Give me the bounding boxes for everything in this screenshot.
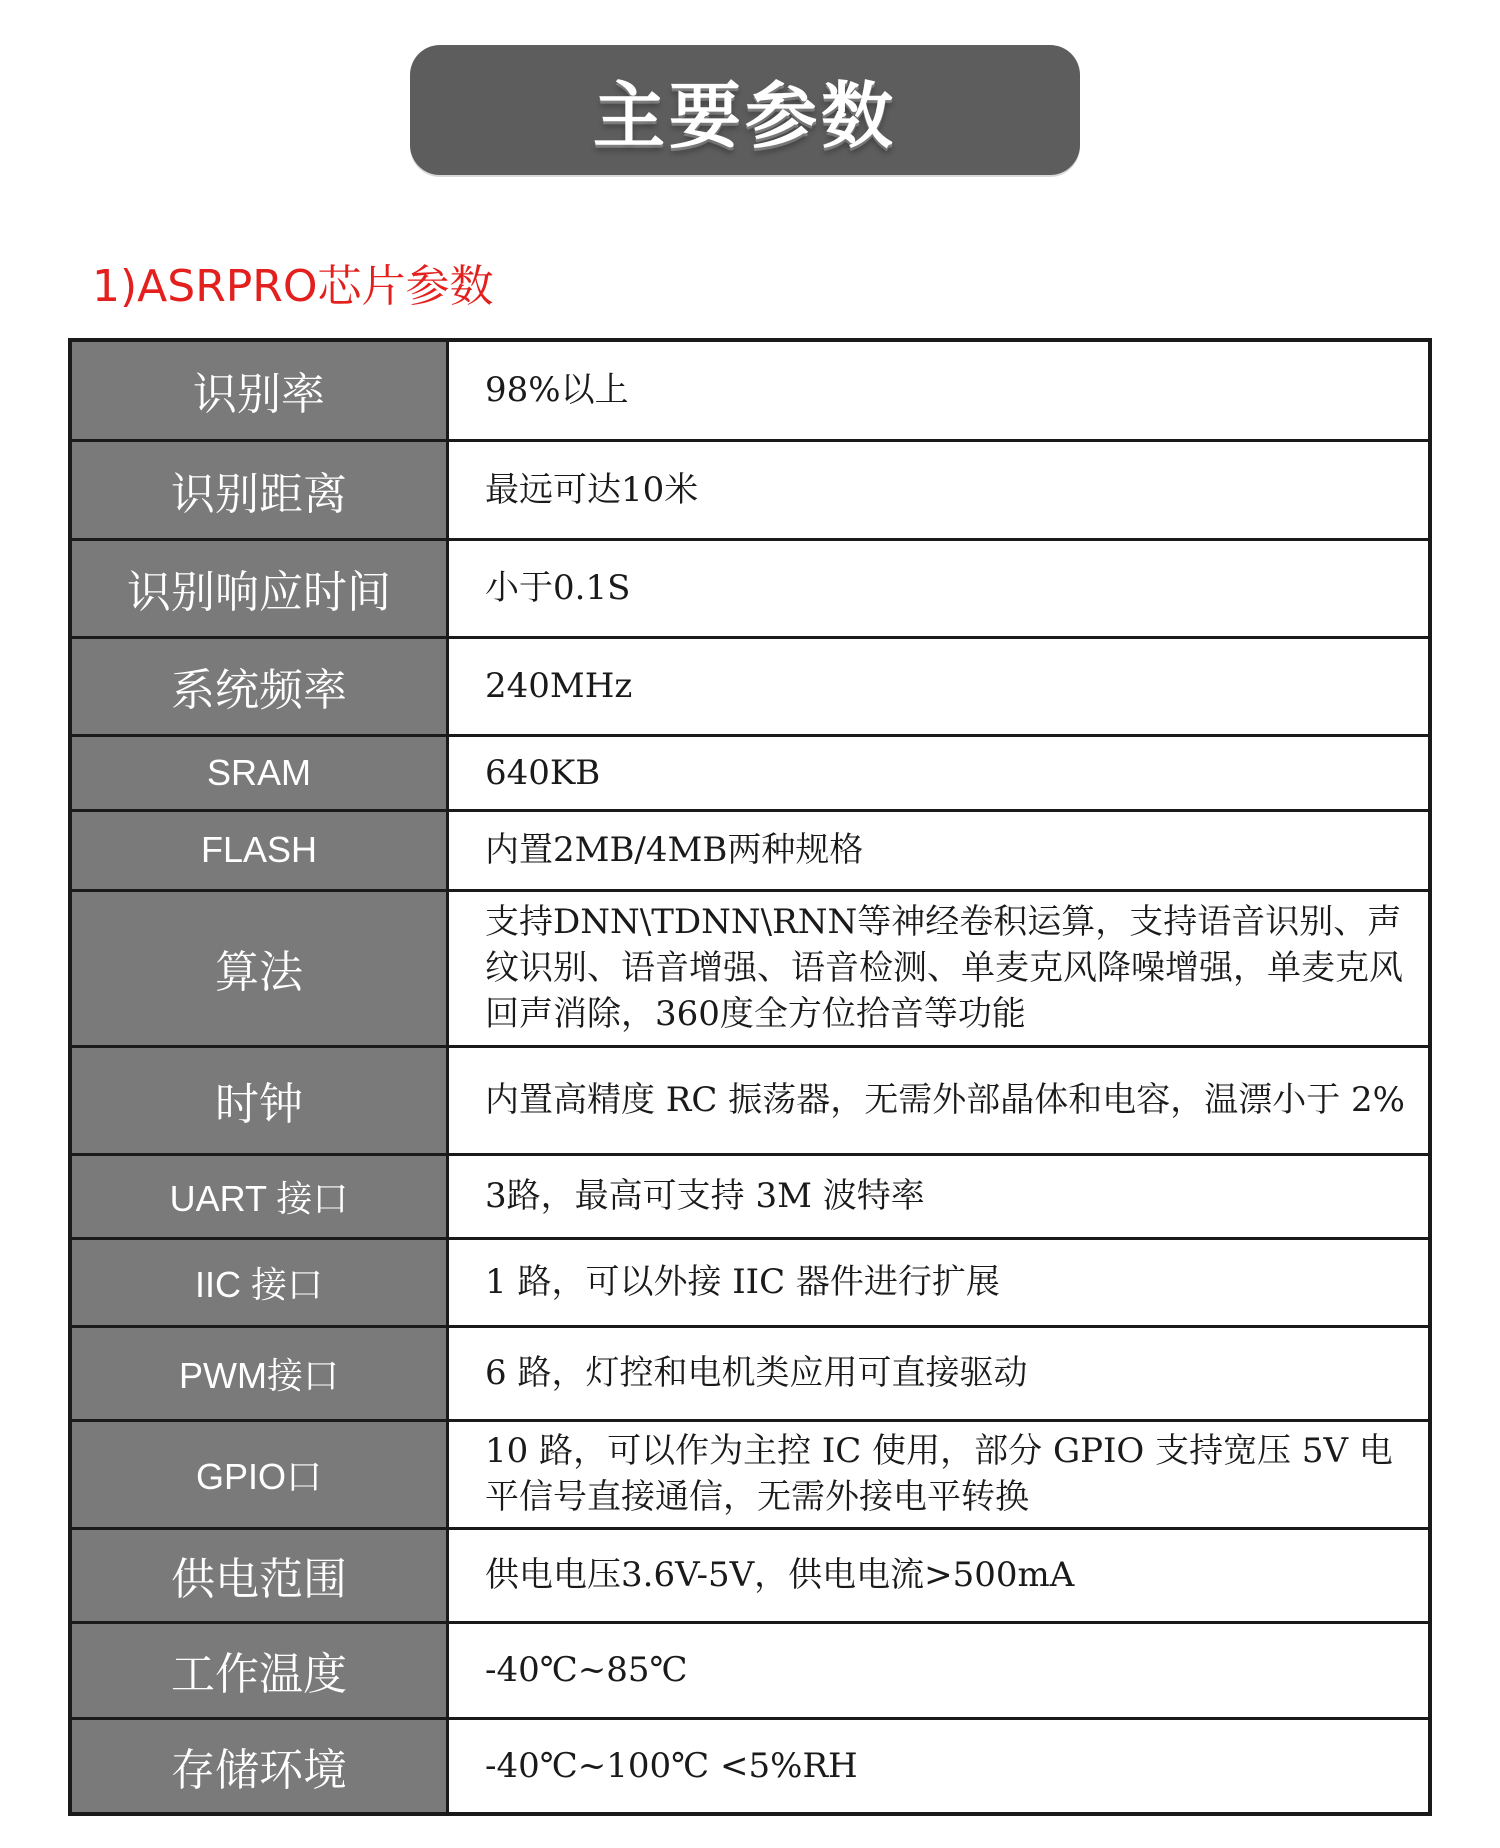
spec-label: 识别距离 <box>70 440 448 539</box>
spec-label: GPIO口 <box>70 1420 448 1528</box>
spec-table <box>68 338 1432 1816</box>
table-row <box>70 440 1430 539</box>
banner-title: 主要参数 <box>592 74 897 158</box>
title-banner <box>410 45 1080 175</box>
spec-value: 小于0.1S <box>448 539 1431 637</box>
spec-value: 3路，最高可支持 3M 波特率 <box>448 1154 1431 1238</box>
table-row <box>70 890 1430 1046</box>
spec-label: 算法 <box>70 890 448 1046</box>
spec-value: 240MHz <box>448 637 1431 735</box>
spec-value: 10 路，可以作为主控 IC 使用，部分 GPIO 支持宽压 5V 电平信号直接通信，无需外接电平转换 <box>448 1420 1431 1528</box>
spec-value: 内置2MB/4MB两种规格 <box>448 810 1431 890</box>
spec-label: IIC 接口 <box>70 1238 448 1326</box>
spec-label: 系统频率 <box>70 637 448 735</box>
spec-value: 内置高精度 RC 振荡器，无需外部晶体和电容，温漂小于 2% <box>448 1046 1431 1154</box>
spec-label: FLASH <box>70 810 448 890</box>
table-row <box>70 1046 1430 1154</box>
table-row <box>70 1154 1430 1238</box>
spec-value: -40℃~100℃ <5%RH <box>448 1718 1431 1814</box>
table-row <box>70 1622 1430 1718</box>
table-row <box>70 340 1430 440</box>
table-row <box>70 1326 1430 1420</box>
section-heading: 1)ASRPRO芯片参数 <box>92 261 494 312</box>
spec-value: 98%以上 <box>448 340 1431 440</box>
spec-value: 供电电压3.6V-5V，供电电流>500mA <box>448 1528 1431 1622</box>
spec-label: 供电范围 <box>70 1528 448 1622</box>
table-row <box>70 735 1430 810</box>
spec-value: 最远可达10米 <box>448 440 1431 539</box>
table-row <box>70 810 1430 890</box>
spec-value: 6 路，灯控和电机类应用可直接驱动 <box>448 1326 1431 1420</box>
table-row <box>70 539 1430 637</box>
spec-label: 识别率 <box>70 340 448 440</box>
spec-label: UART 接口 <box>70 1154 448 1238</box>
spec-label: 工作温度 <box>70 1622 448 1718</box>
spec-value: 支持DNN\TDNN\RNN等神经卷积运算，支持语音识别、声纹识别、语音增强、语音检测、单麦克风降噪增强，单麦克风回声消除，360度全方位拾音等功能 <box>448 890 1431 1046</box>
table-row <box>70 637 1430 735</box>
table-row <box>70 1238 1430 1326</box>
spec-label: 识别响应时间 <box>70 539 448 637</box>
spec-value: 640KB <box>448 735 1431 810</box>
spec-label: 存储环境 <box>70 1718 448 1814</box>
spec-value: 1 路，可以外接 IIC 器件进行扩展 <box>448 1238 1431 1326</box>
table-row <box>70 1718 1430 1814</box>
spec-label: 时钟 <box>70 1046 448 1154</box>
table-row <box>70 1420 1430 1528</box>
spec-label: PWM接口 <box>70 1326 448 1420</box>
spec-label: SRAM <box>70 735 448 810</box>
table-row <box>70 1528 1430 1622</box>
spec-value: -40℃~85℃ <box>448 1622 1431 1718</box>
